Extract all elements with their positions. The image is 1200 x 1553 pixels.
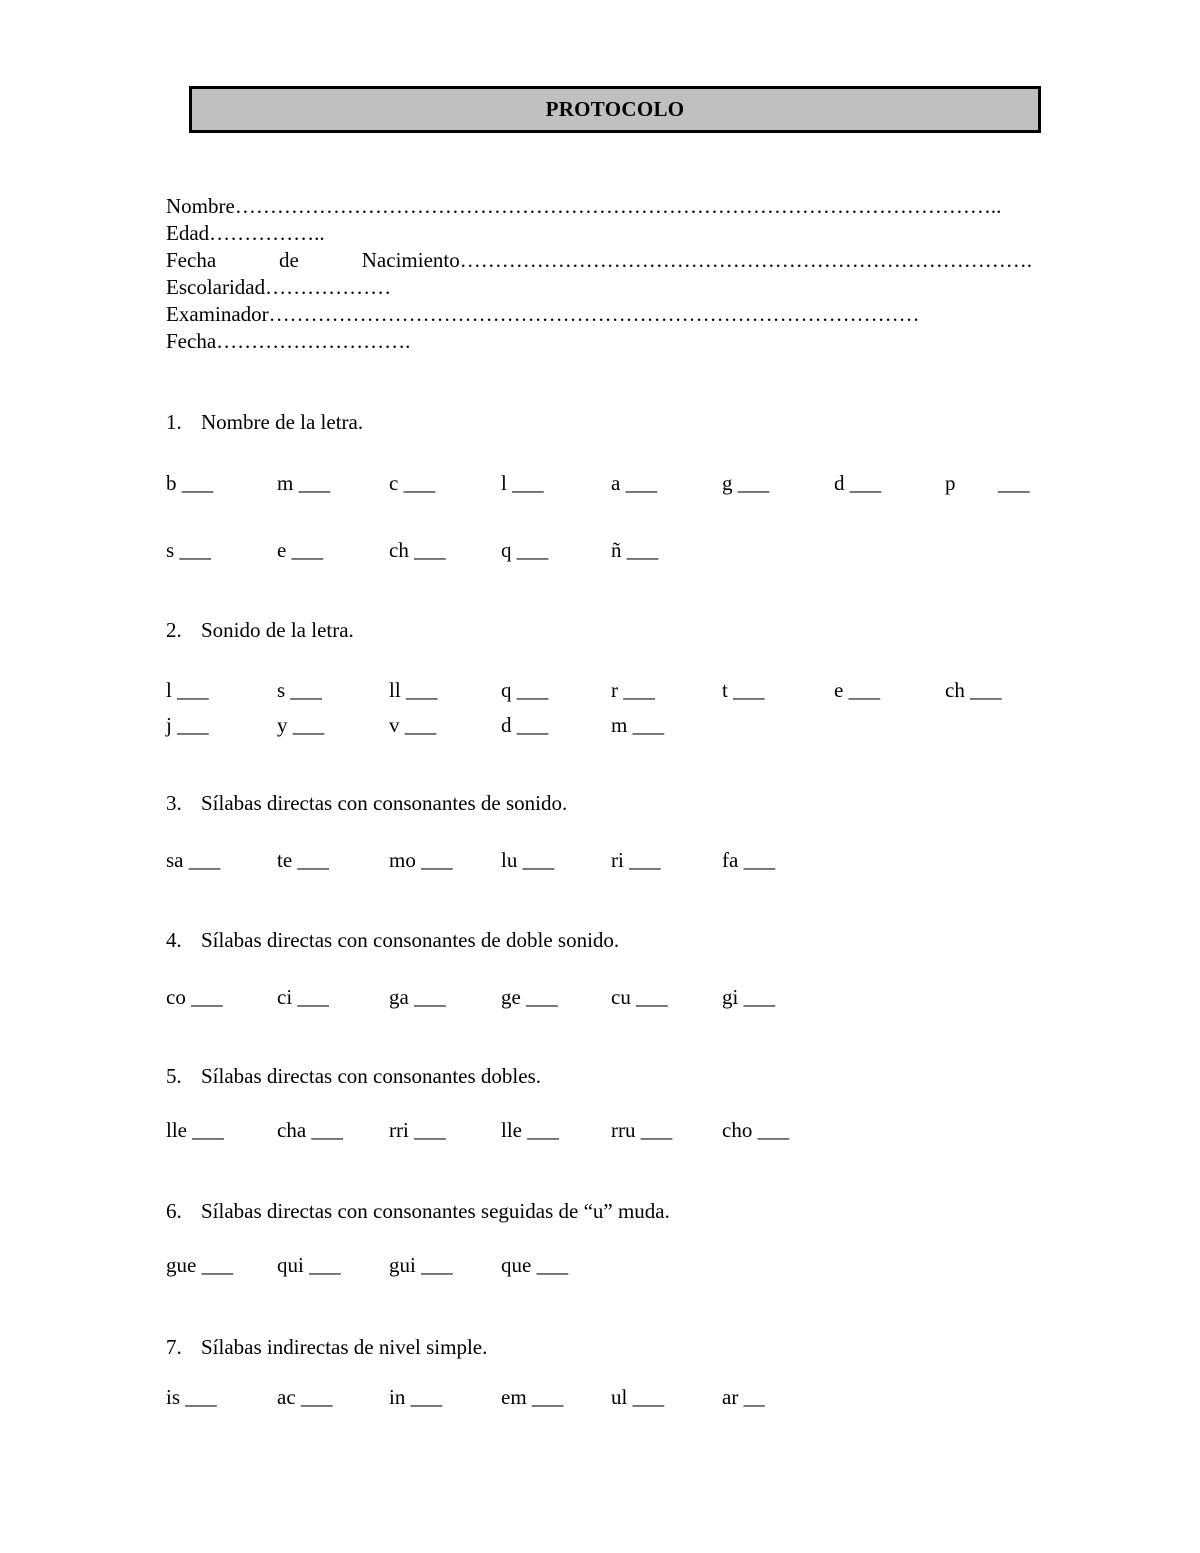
syllable-item: ul ___ xyxy=(611,1385,665,1409)
letter-item: q ___ xyxy=(501,538,549,562)
fecha-nacimiento-label-de: de xyxy=(279,248,299,272)
letter-item: t ___ xyxy=(722,678,765,702)
letter-item: r ___ xyxy=(611,678,655,702)
section-number: 7. xyxy=(166,1335,182,1359)
section-1-row-1 xyxy=(166,470,1046,496)
syllable-item: ga ___ xyxy=(389,985,446,1009)
escolaridad-field: Escolaridad……………… xyxy=(166,275,392,299)
section-title-text: Nombre de la letra. xyxy=(201,410,364,434)
student-info-fields xyxy=(166,193,1036,355)
syllable-item: is ___ xyxy=(166,1385,217,1409)
section-number: 1. xyxy=(166,410,182,434)
syllable-item: cu ___ xyxy=(611,985,668,1009)
fecha-nacimiento-label-fecha: Fecha xyxy=(166,248,217,272)
syllable-item: sa ___ xyxy=(166,848,221,872)
section-number: 4. xyxy=(166,928,182,952)
syllable-item: rru ___ xyxy=(611,1118,673,1142)
section-title-text: Sílabas directas con consonantes de sonido. xyxy=(201,791,568,815)
letter-item: e ___ xyxy=(834,678,881,702)
letter-item: e ___ xyxy=(277,538,324,562)
section-title-text: Sílabas directas con consonantes dobles. xyxy=(201,1064,541,1088)
protocol-title: PROTOCOLO xyxy=(189,86,1041,133)
section-title-text: Sílabas directas con consonantes seguidas de “u” muda. xyxy=(201,1199,670,1223)
section-5-title xyxy=(166,1064,541,1088)
syllable-item: co ___ xyxy=(166,985,223,1009)
syllable-item: ar __ xyxy=(722,1385,765,1409)
section-title-text: Sílabas directas con consonantes de doble sonido. xyxy=(201,928,620,952)
letter-item: d ___ xyxy=(501,713,549,737)
syllable-item: gi ___ xyxy=(722,985,776,1009)
section-2-row-2 xyxy=(166,712,1046,738)
section-4-title xyxy=(166,928,619,952)
fecha-field: Fecha………………………. xyxy=(166,329,411,353)
syllable-item: lle ___ xyxy=(501,1118,559,1142)
syllable-item: rri ___ xyxy=(389,1118,446,1142)
syllable-item: cho ___ xyxy=(722,1118,790,1142)
section-4-row-1 xyxy=(166,984,1046,1010)
letter-item: q ___ xyxy=(501,678,549,702)
answer-blank: ___ xyxy=(998,471,1030,495)
syllable-item: lu ___ xyxy=(501,848,555,872)
syllable-item: que ___ xyxy=(501,1253,569,1277)
letter-item: ch ___ xyxy=(945,678,1002,702)
syllable-item: te ___ xyxy=(277,848,329,872)
letter-item: d ___ xyxy=(834,471,882,495)
syllable-item: mo ___ xyxy=(389,848,453,872)
section-7-title xyxy=(166,1335,487,1359)
section-number: 2. xyxy=(166,618,182,642)
letter-item: ll ___ xyxy=(389,678,438,702)
section-title-text: Sonido de la letra. xyxy=(201,618,354,642)
letter-item: s ___ xyxy=(166,538,211,562)
edad-field: Edad…………….. xyxy=(166,221,325,245)
fecha-nacimiento-field xyxy=(166,247,1032,274)
letter-item: a ___ xyxy=(611,471,658,495)
syllable-item: qui ___ xyxy=(277,1253,341,1277)
letter-item: g ___ xyxy=(722,471,770,495)
section-title-text: Sílabas indirectas de nivel simple. xyxy=(201,1335,488,1359)
syllable-item: ri ___ xyxy=(611,848,661,872)
letter-item: m ___ xyxy=(277,471,331,495)
syllable-item: gue ___ xyxy=(166,1253,234,1277)
section-1-row-2 xyxy=(166,537,1046,563)
section-2-row-1 xyxy=(166,677,1046,703)
section-1-title xyxy=(166,410,363,434)
examinador-field: Examinador………………………………………………………………………………… xyxy=(166,302,920,326)
section-2-title xyxy=(166,618,354,642)
section-6-row-1 xyxy=(166,1252,1046,1278)
syllable-item: gui ___ xyxy=(389,1253,453,1277)
letter-item: s ___ xyxy=(277,678,322,702)
letter-item: m ___ xyxy=(611,713,665,737)
section-3-title xyxy=(166,791,567,815)
section-number: 5. xyxy=(166,1064,182,1088)
letter-item: p xyxy=(945,471,956,495)
letter-item: l ___ xyxy=(501,471,544,495)
letter-item: ch ___ xyxy=(389,538,446,562)
section-number: 6. xyxy=(166,1199,182,1223)
nombre-field: Nombre……………………………………………………………………………………………….. xyxy=(166,194,1002,218)
section-5-row-1 xyxy=(166,1117,1046,1143)
letter-item: v ___ xyxy=(389,713,437,737)
syllable-item: ge ___ xyxy=(501,985,558,1009)
letter-item: j ___ xyxy=(166,713,209,737)
letter-item: l ___ xyxy=(166,678,209,702)
syllable-item: fa ___ xyxy=(722,848,776,872)
letter-item: y ___ xyxy=(277,713,325,737)
syllable-item: ci ___ xyxy=(277,985,329,1009)
fecha-nacimiento-label-nacimiento: Nacimiento………………………………………………………………………. xyxy=(361,248,1032,272)
section-7-row-1 xyxy=(166,1384,1046,1410)
syllable-item: ac ___ xyxy=(277,1385,333,1409)
letter-item: ñ ___ xyxy=(611,538,659,562)
syllable-item: em ___ xyxy=(501,1385,564,1409)
section-number: 3. xyxy=(166,791,182,815)
section-6-title xyxy=(166,1199,670,1223)
section-3-row-1 xyxy=(166,847,1046,873)
syllable-item: cha ___ xyxy=(277,1118,343,1142)
syllable-item: in ___ xyxy=(389,1385,443,1409)
letter-item: c ___ xyxy=(389,471,436,495)
syllable-item: lle ___ xyxy=(166,1118,224,1142)
letter-item: b ___ xyxy=(166,471,214,495)
